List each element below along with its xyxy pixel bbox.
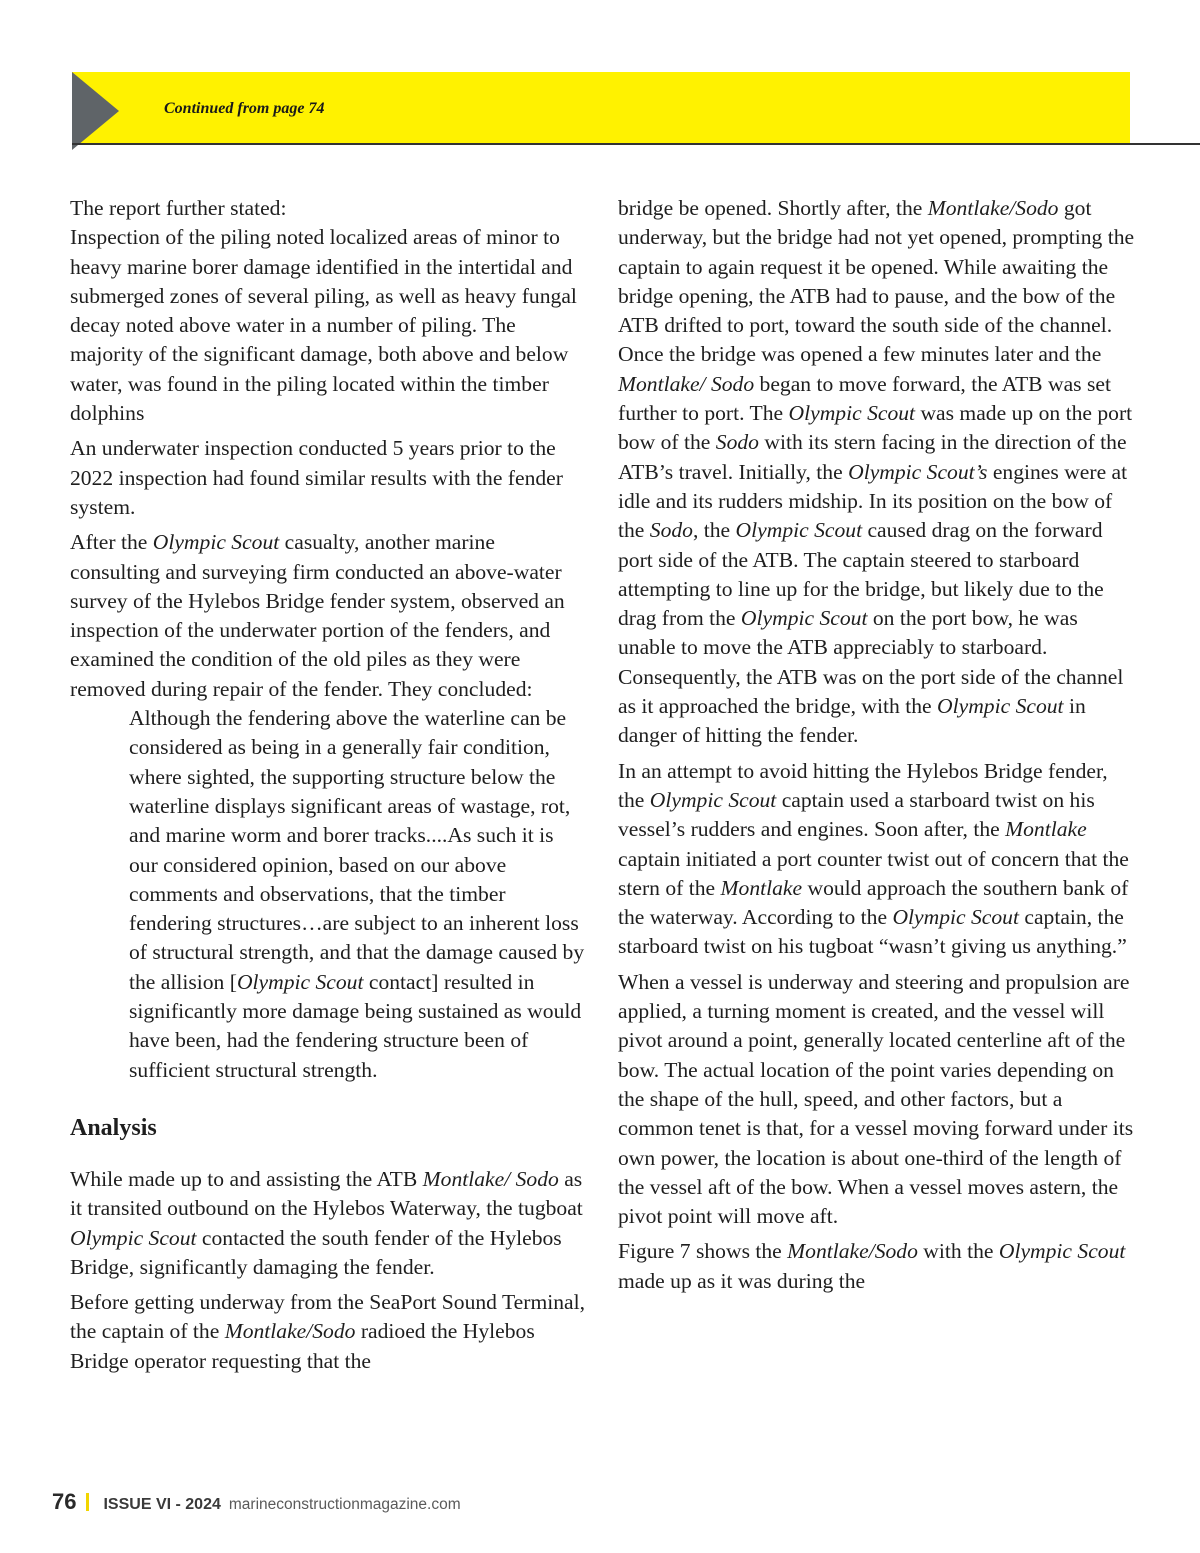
left-column	[70, 194, 586, 1382]
page-footer	[52, 1489, 461, 1515]
footer-divider	[86, 1493, 89, 1511]
page-number: 76	[52, 1489, 77, 1514]
website-link[interactable]: marineconstructionmagazine.com	[228, 1496, 461, 1513]
banner-arrow-icon	[72, 72, 119, 150]
header-rule	[72, 143, 1200, 145]
paragraph-figure-7: Figure 7 shows the Montlake/Sodo with the Olympic Scout made up as it was during the	[618, 1239, 1126, 1293]
right-column	[618, 194, 1138, 1302]
paragraph-intro: The report further stated:	[70, 196, 287, 220]
paragraph-pivot-point: When a vessel is underway and steering and propulsion are applied, a turning moment is created, and the vessel will pivot around a point, generally located centerline aft of the bow. The actual location of the point varies depending on the shape of the hull, speed, and other factors, but a common tenet is that, for a vessel moving forward under its own power, the location is about one-third of the length of the vessel aft of the bow. When a vessel moves astern, the pivot point will move aft.	[618, 969, 1134, 1229]
paragraph-before-underway: Before getting underway from the SeaPort Sound Terminal, the captain of the Montlake/Sodo radioed the Hylebos Bridge operator requesting that the	[70, 1290, 586, 1373]
paragraph-underwater: An underwater inspection conducted 5 years prior to the 2022 inspection had found similar results with the fender system.	[70, 436, 563, 519]
paragraph-analysis: While made up to and assisting the ATB Montlake/ Sodo as it transited outbound on the Hylebos Waterway, the tugboat Olympic Scout contacted the south fender of the Hylebos Bridge, significantly damaging the fender.	[70, 1166, 583, 1279]
paragraph-starboard-twist: In an attempt to avoid hitting the Hylebos Bridge fender, the Olympic Scout captain used a starboard twist on his vessel’s rudders and engines. Soon after, the Montlake captain initiated a port counter twist out of concern that the stern of the Montlake would approach the southern bank of the waterway. According to the Olympic Scout captain, the starboard twist on his tugboat “wasn’t giving us anything.”	[618, 758, 1129, 959]
block-quote: Although the fendering above the waterline can be considered as being in a generally fair condition, where sighted, the supporting structure below the waterline displays significant areas of wastage, rot, and marine worm and borer tracks....As such it is our considered opinion, based on our above comments and observations, that the timber fendering structures…are subject to an inherent loss of structural strength, and that the damage caused by the allision [Olympic Scout contact] resulted in significantly more damage being sustained as would have been, had the fendering structure been of sufficient structural strength.	[129, 706, 585, 1082]
paragraph-inspection: Inspection of the piling noted localized areas of minor to heavy marine borer damage identified in the intertidal and submerged zones of several piling, as well as heavy fungal decay noted above water in a number of piling. The majority of the significant damage, both above and below water, was found in the piling located within the timber dolphins	[70, 225, 577, 426]
section-heading-analysis: Analysis	[70, 1114, 157, 1141]
continued-note: Continued from page 74	[164, 100, 325, 117]
issue-label: ISSUE VI - 2024	[103, 1496, 221, 1513]
paragraph-bridge-opened: bridge be opened. Shortly after, the Montlake/Sodo got underway, but the bridge had not yet opened, prompting the captain to again request it be opened. While awaiting the bridge opening, the ATB had to pause, and the bow of the ATB drifted to port, toward the south side of the channel. Once the bridge was opened a few minutes later and the Montlake/ Sodo began to move forward, the ATB was set further to port. The Olympic Scout was made up on the port bow of the Sodo with its stern facing in the direction of the ATB’s travel. Initially, the Olympic Scout’s engines were at idle and its rudders midship. In its position on the bow of the Sodo, the Olympic Scout caused drag on the forward port side of the ATB. The captain steered to starboard attempting to line up for the bridge, but likely due to the drag from the Olympic Scout on the port bow, he was unable to move the ATB appreciably to starboard. Consequently, the ATB was on the port side of the channel as it approached the bridge, with the Olympic Scout in danger of hitting the fender.	[618, 196, 1135, 748]
paragraph-survey: After the Olympic Scout casualty, another marine consulting and surveying firm conducted an above-water survey of the Hylebos Bridge fender system, observed an inspection of the underwater portion of the fenders, and examined the condition of the old piles as they were removed during repair of the fender. They concluded:	[70, 530, 565, 701]
